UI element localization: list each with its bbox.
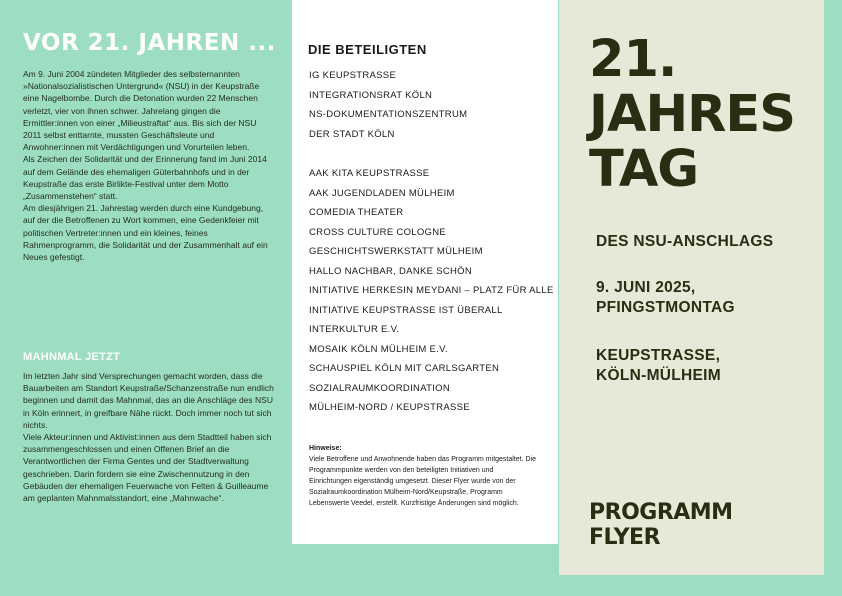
- participants-panel: [292, 0, 558, 544]
- history-paragraph: Am diesjährigen 21. Jahrestag werden durch eine Kundgebung, auf der die Betroffenen zu Wort kommen, eine Gedenkfeier mit politischen Vertreter:innen und ein kleines, feines Rahmenprogramm, die Solidarität und der Zusammenhalt auf ein Neues gefestigt.: [23, 203, 268, 263]
- participant-item: MOSAIK KÖLN MÜLHEIM E.V.: [309, 343, 448, 355]
- location-line: KEUPSTRASSE,: [596, 347, 721, 364]
- mahnmal-paragraph: Viele Akteur:innen und Aktivist:innen aus dem Stadtteil haben sich zusammengeschlossen und einen Offenen Brief an die Verantwortlichen der Firma Gentes und der Stadtverwaltung geschrieben. Darin fordern sie eine Zwischennutzung in den Gebäuden der ehemaligen Feuerwache von Felten & Guilleaume am geplanten Mahnmalsstandort, eine „Mahnwache“.: [23, 432, 272, 504]
- title-line: 21.: [589, 30, 677, 89]
- left-panel: [0, 0, 292, 596]
- flyer-line: FLYER: [589, 525, 661, 550]
- anniversary-title: [589, 32, 795, 197]
- flyer-line: PROGRAMM: [589, 500, 733, 525]
- participant-item: SOZIALRAUMKOORDINATION: [309, 382, 451, 394]
- date-line: PFINGSTMONTAG: [596, 299, 735, 316]
- participant-item: NS-DOKUMENTATIONSZENTRUM: [309, 109, 468, 120]
- history-paragraph: Am 9. Juni 2004 zündeten Mitglieder des selbsternannten »Nationalsozialistischen Untergrund« (NSU) in der Keupstraße eine Nagelbombe. Durch die Detonation wurden 22 Menschen verletzt, vier von ihnen schwer. Jahrelang gingen die Ermittler:innen von einer „Milieustraftat“ aus. Bis sich der NSU 2011 selbst enttarnte, mussten Geschäftsleute und Anwohner:innen mit Verdächtigungen und Vorurteilen leben.: [23, 69, 260, 153]
- title-line: TAG: [589, 140, 699, 199]
- participant-item: IG KEUPSTRASSE: [309, 70, 397, 81]
- event-subtitle-text: DES NSU-ANSCHLAGS: [596, 233, 774, 250]
- mahnmal-heading: MAHNMAL JETZT: [23, 351, 121, 363]
- participants-list-main: [309, 66, 467, 144]
- participant-item: CROSS CULTURE COLOGNE: [309, 226, 447, 238]
- mahnmal-text: [23, 370, 275, 504]
- participants-title: DIE BETEILIGTEN: [308, 42, 427, 57]
- hint-box: [309, 443, 537, 509]
- participant-item: SCHAUSPIEL KÖLN MIT CARLSGARTEN: [309, 363, 500, 374]
- participant-item: COMEDIA THEATER: [309, 207, 404, 218]
- participant-item: INITIATIVE KEUPSTRASSE IST ÜBERALL: [309, 304, 503, 316]
- participant-item: INTERKULTUR E.V.: [309, 324, 400, 335]
- event-location: [596, 346, 721, 386]
- programm-flyer-label: [589, 500, 733, 550]
- hint-text: Viele Betroffene und Anwohnende haben das Programm mitgestaltet. Die Programmpunkte werden von den beteiligten Initiativen und Einrichtungen eigenständig umgesetzt. Dieser Flyer wurde von der Sozialraumkoordination Mülheim-Nord/Keupstraße, Programm Lebenswerte Veedel, erstellt. Kurzfristige Änderungen sind möglich.: [309, 456, 536, 507]
- location-line: KÖLN-MÜLHEIM: [596, 367, 721, 384]
- left-title: VOR 21. JAHREN ...: [23, 30, 276, 56]
- title-line: JAHRES: [589, 85, 795, 144]
- participant-item: DER STADT KÖLN: [309, 128, 395, 140]
- date-line: 9. JUNI 2025,: [596, 279, 696, 296]
- event-date: [596, 278, 735, 318]
- participant-item: INTEGRATIONSRAT KÖLN: [309, 89, 433, 101]
- participant-item: AAK KITA KEUPSTRASSE: [309, 168, 430, 179]
- participants-list-partners: [309, 164, 554, 418]
- participant-item: AAK JUGENDLADEN MÜLHEIM: [309, 187, 455, 199]
- cover-panel: [559, 0, 824, 575]
- participant-item: HALLO NACHBAR, DANKE SCHÖN: [309, 265, 473, 277]
- hint-title: Hinweise:: [309, 445, 342, 452]
- history-paragraph: Als Zeichen der Solidarität und der Erinnerung fand im Juni 2014 auf dem Gelände des ehemaligen Güterbahnhofs und in der Keupstraße das erste Birlikte-Festival unter dem Motto „Zusammenstehen“ statt.: [23, 154, 267, 202]
- participant-item: INITIATIVE HERKESIN MEYDANI – PLATZ FÜR ALLE: [309, 285, 554, 296]
- participant-item: MÜLHEIM-NORD / KEUPSTRASSE: [309, 402, 470, 413]
- event-subtitle: [596, 232, 773, 252]
- history-text: [23, 68, 275, 263]
- participant-item: GESCHICHTSWERKSTATT MÜLHEIM: [309, 246, 483, 257]
- mahnmal-paragraph: Im letzten Jahr sind Versprechungen gemacht worden, dass die Bauarbeiten am Standort Keupstraße/Schanzenstraße nun endlich beginnen und damit das Mahnmal, das an die Anschläge des NSU in Köln erinnert, in greifbare Nähe rückt. Doch immer noch tut sich nichts.: [23, 371, 274, 430]
